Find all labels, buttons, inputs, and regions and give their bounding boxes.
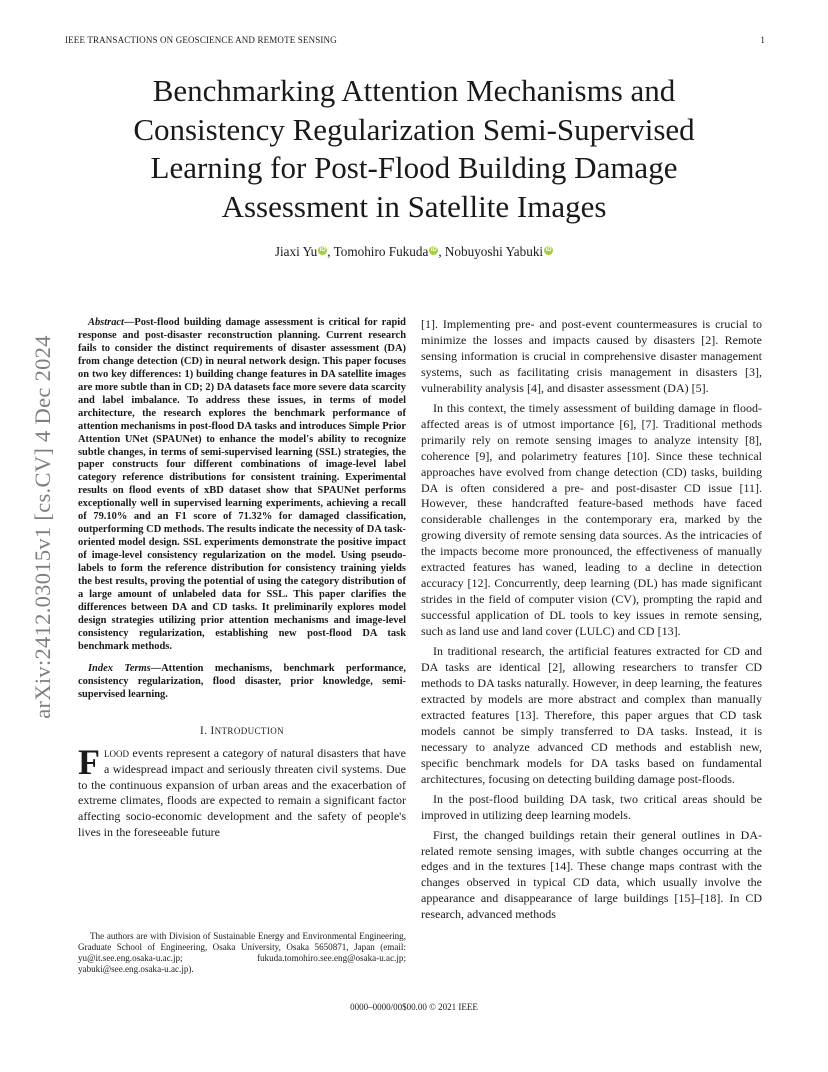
- author-name: Tomohiro Fukuda: [333, 244, 429, 259]
- orcid-icon[interactable]: iD: [545, 247, 552, 253]
- left-column: [78, 317, 406, 840]
- page-number: 1: [760, 35, 765, 45]
- section-numeral: I.: [199, 724, 211, 737]
- index-terms-label: Index Terms: [88, 662, 151, 674]
- orcid-icon[interactable]: iD: [319, 247, 326, 253]
- body-paragraph: First, the changed buildings retain their general outlines in DA-related remote sensing images, with subtle changes occurring at the edges and in the textures [14]. These change maps contrast with the changes observed in typical CD data, which usually involve the appearance and disappearance of large buildings [15]–[18]. In CD research, advanced methods: [421, 827, 762, 922]
- body-paragraph: [1]. Implementing pre- and post-event countermeasures is crucial to minimize the losses and impacts caused by disasters [2]. Remote sensing information is crucial in comprehensive disaster management systems, such as facilitating crisis management in disasters [3], vulnerability analysis [4], and disaster assessment (DA) [5].: [421, 317, 762, 395]
- author-footnote: The authors are with Division of Sustainable Energy and Environmental Engineering, Graduate School of Engineering, Osaka University, Osaka 5650871, Japan (email: yu@it.see.eng.osaka-u.ac.jp; fukuda.tomohiro.see.eng@osaka-u.ac.jp; yabuki@see.eng.osaka-u.ac.jp).: [78, 931, 406, 975]
- lead-caps: LOOD: [104, 748, 129, 759]
- author-separator: ,: [327, 244, 334, 259]
- abstract-text: —Post-flood building damage assessment is critical for rapid response and post-disaster reconstruction planning. Current research fails to consider the distinct requirements of disaster assessment (DA) from change detection (CD) in neural network design. This paper focuses on two key differences: 1) building change features in DA satellite images are more subtle than in CD; 2) DA datasets face more severe data scarcity and label imbalance. To address these issues, in terms of model architecture, the research explores the benchmark performance of attention mechanisms in post-flood DA tasks and introduces Simple Prior Attention UNet (SPAUNet) to enhance the model's ability to recognize subtle changes, in terms of semi-supervised learning (SSL) strategies, the paper constructs four different combinations of image-level label category reference distributions for consistent training. Experimental results on flood events of xBD dataset show that SPAUNet performs exceptionally well in supervised learning experiments, achieving a recall of 79.10% and an F1 score of 71.32% for damaged classification, outperforming CD methods. The results indicate the necessity of DA task-oriented model design. SSL experiments demonstrate the positive impact of image-level consistency regularization on the model. Using pseudo-labels to form the reference distribution for consistency training yields the best results, proving the potential of using the category distribution of a large amount of unlabeled data for SSL. This paper clarifies the differences between DA and CD tasks. It preliminarily explores model design strategies utilizing prior attention mechanisms and image-level consistency regularization, establishing new post-flood DA task benchmark methods.: [78, 317, 406, 652]
- body-paragraph: In this context, the timely assessment of building damage in flood-affected areas is of utmost importance [6], [7]. Traditional methods primarily rely on remote sensing images to analyze intensity [8], coherence [9], and polarimetry features [10]. Since these technical approaches have evolved from change detection (CD) tasks, building DA is often considered a pre- and post-disaster CD issue [11]. However, these handcrafted feature-based methods have faced considerable challenges in the contemporary era, marked by the growing diversity of remote sensing data sources. As the intricacies of the impacts become more pronounced, the effectiveness of manually extracted features has waned, leading to a decline in detection accuracy [12]. Concurrently, deep learning (DL) has made significant strides in the field of computer vision (CV), prompting the rapid and successful application of DL tools to key issues in remote sensing, such as land use and land cover (LULC) and CD [13].: [421, 400, 762, 639]
- author-list: [90, 244, 738, 260]
- abstract-label: Abstract: [88, 317, 124, 328]
- running-header: [65, 35, 765, 47]
- author-name: Nobuyoshi Yabuki: [444, 244, 544, 259]
- author-separator: ,: [438, 244, 445, 259]
- intro-paragraph: [78, 741, 406, 841]
- paper-title: Benchmarking Attention Mechanisms and Consistency Regularization Semi-Supervised Learning for Post-Flood Building Damage Assessment in Satellite Images: [133, 73, 695, 224]
- intro-text: events represent a category of natural disasters that have a widespread impact and seriously threaten civil systems. Due to the continuous expansion of urban areas and the exacerbation of extreme climates, floods are expected to remain a significant factor affecting socio-economic development and the safety of people's lives in the foreseeable future: [78, 745, 406, 839]
- abstract: [78, 317, 406, 654]
- section-title-rest: NTRODUCTION: [214, 725, 285, 736]
- section-title-initial: I: [210, 724, 215, 737]
- body-paragraph: In the post-flood building DA task, two critical areas should be improved in utilizing deep learning models.: [421, 791, 762, 822]
- index-terms: [78, 663, 406, 702]
- index-terms-text: —Attention mechanisms, benchmark performance, consistency regularization, flood disaster, prior knowledge, semi-supervised learning.: [78, 662, 406, 700]
- drop-cap: F: [78, 741, 100, 782]
- journal-name: IEEE TRANSACTIONS ON GEOSCIENCE AND REMOTE SENSING: [65, 35, 337, 45]
- right-column: [421, 317, 762, 923]
- orcid-icon[interactable]: iD: [430, 247, 437, 253]
- section-heading: [78, 725, 406, 737]
- author-name: Jiaxi Yu: [274, 244, 318, 259]
- body-paragraph: In traditional research, the artificial features extracted for CD and DA tasks are identical [2], allowing researchers to transfer CD methods to DA tasks naturally. However, in deep learning, the features extracted by models are more abstract and complex than manually extracted features [13]. Therefore, this paper argues that CD task models cannot be simply transferred to DA tasks. Instead, it is necessary to analyze advanced CD methods and establish new, specific benchmark models for DA tasks based on fundamental architectures, focusing on detecting building damage post-floods.: [421, 644, 762, 786]
- copyright-footer: 0000–0000/00$00.00 © 2021 IEEE: [350, 1002, 478, 1012]
- arxiv-stamp: arXiv:2412.03015v1 [cs.CV] 4 Dec 2024: [30, 335, 55, 719]
